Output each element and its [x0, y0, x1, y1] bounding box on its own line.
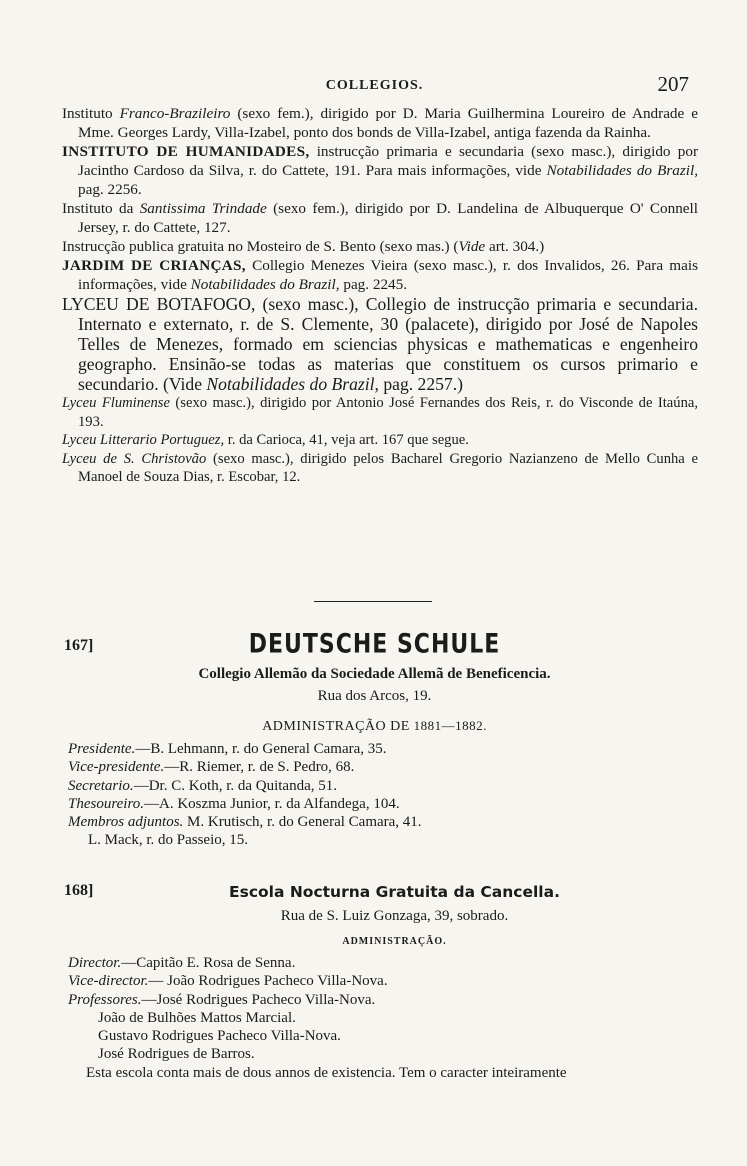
member-role: Professores.: [68, 991, 142, 1008]
deutsche-schule-address: Rua dos Arcos, 19.: [317, 688, 432, 704]
member-role: Membros adjuntos.: [68, 814, 184, 831]
member-row: [68, 740, 698, 758]
entry-text: Collegio Menezes Vieira (sexo masc.), r. dos Invalidos, 26. Para mais informações, vide: [78, 257, 698, 293]
entry-name: Lyceu Litterario Portuguez,: [62, 432, 225, 448]
entry-lead: Instituto: [62, 105, 120, 122]
entry-instruccao-publica: [62, 237, 698, 256]
member-text: —Capitão E. Rosa de Senna.: [121, 955, 296, 971]
entry-name: INSTITUTO DE HUMANIDADES,: [62, 143, 310, 160]
entry-lyceu-christovao: [62, 450, 698, 487]
admin-label: ADMINISTRAÇÃO DE: [262, 719, 410, 734]
member-row: [68, 758, 698, 776]
member-text: —B. Lehmann, r. do General Camara, 35.: [135, 741, 387, 757]
section-divider: [314, 601, 432, 602]
member-row: [68, 991, 698, 1009]
member-text: —José Rodrigues Pacheco Villa-Nova.: [141, 991, 376, 1008]
running-head-title: COLLEGIOS.: [325, 78, 424, 93]
member-role: Vice-presidente.: [68, 759, 165, 776]
entry-tail: pag. 2257.): [378, 374, 463, 394]
escola-title: Escola Nocturna Gratuita da Cancella.: [229, 883, 560, 901]
section-number-167: 167]: [64, 637, 94, 654]
section-number-168: 168]: [64, 882, 94, 899]
entry-ref: Notabilidades do Brazil,: [546, 162, 698, 179]
escola-address: Rua de S. Luiz Gonzaga, 39, sobrado.: [280, 908, 509, 924]
admin-years: 1881—1882.: [413, 718, 487, 733]
entry-lyceu-fluminense: [62, 394, 698, 431]
member-text: M. Krutisch, r. do General Camara, 41.: [183, 814, 422, 831]
deutsche-schule-members: [68, 740, 698, 850]
entry-lyceu-litterario: [62, 431, 698, 450]
escola-members: [68, 954, 698, 1082]
member-text: —Dr. C. Koth, r. da Quitanda, 51.: [133, 777, 338, 794]
entry-franco-brazileiro: [62, 104, 698, 142]
member-role: Presidente.: [68, 741, 136, 757]
deutsche-schule-title-wrap: [60, 629, 689, 660]
entry-name: Lyceu Fluminense: [62, 395, 170, 411]
member-text: — João Rodrigues Pacheco Villa-Nova.: [148, 973, 388, 990]
entry-text: (sexo fem.), dirigido por D. Maria Guilhermina Loureiro de Andrade e Mme. Georges Lardy, Villa-Izabel, ponto dos bonds de Villa-Izabel, antiga fazenda da Rainha.: [78, 105, 698, 141]
entry-lyceu-botafogo: [62, 294, 698, 394]
escola-admin-label: ADMINISTRAÇÃO.: [342, 936, 447, 947]
entry-lead: Instituto da: [62, 200, 140, 217]
entry-text: LYCEU DE BOTAFOGO, (sexo masc.), Collegio de instrucção primaria e secundaria. Internato e externato, r. de S. Clemente, 30 (palacete), dirigido por José de Napoles Telles de Menezes, formado em sciencias physicas e mathematicas e engenheiro geographo. Ensinão-se todas as materias que constituem os cursos primario e secundario. (Vide: [62, 294, 698, 394]
entry-name: Lyceu de S. Christovão: [62, 450, 207, 467]
entry-tail: pag. 2245.: [339, 276, 408, 293]
entry-text: (sexo masc.), dirigido por Antonio José Fernandes dos Reis, r. do Visconde de Itaúna, 193.: [78, 395, 698, 430]
entry-ref: Vide: [458, 238, 486, 255]
entry-text: instrucção primaria e secundaria (sexo masc.), dirigido por Jacintho Cardoso da Silva, r. do Cattete, 191. Para mais informações, vide: [78, 143, 698, 179]
member-role: Director.: [68, 955, 122, 971]
page-number: 207: [657, 72, 689, 96]
collegio-entries: [62, 104, 698, 487]
entry-name: JARDIM DE CRIANÇAS,: [62, 257, 246, 274]
member-text: —A. Koszma Junior, r. da Alfandega, 104.: [143, 795, 400, 812]
entry-text: Instrucção publica gratuita no Mosteiro de S. Bento (sexo mas.) (: [62, 238, 459, 255]
member-role: Vice-director.: [68, 973, 149, 990]
professor-row: João de Bulhões Mattos Marcial.: [98, 1009, 296, 1026]
member-row: [68, 972, 698, 990]
deutsche-schule-title: DEUTSCHE SCHULE: [248, 629, 501, 660]
escola-closing-text: Esta escola conta mais de dous annos de existencia. Tem o caracter inteiramente: [86, 1064, 567, 1081]
member-row: [68, 813, 698, 831]
deutsche-schule-subtitle: Collegio Allemão da Sociedade Allemã de Beneficencia.: [198, 666, 551, 682]
entry-santissima-trindade: [62, 199, 698, 237]
entry-text: (sexo masc.), dirigido pelos Bacharel Gregorio Nazianzeno de Mello Cunha e Manoel de Souza Dias, r. Escobar, 12.: [78, 450, 698, 485]
member-row: [68, 777, 698, 795]
deutsche-schule-admin: [60, 718, 689, 735]
entry-name: Santissima Trindade: [139, 200, 267, 217]
member-text: —R. Riemer, r. de S. Pedro, 68.: [164, 759, 355, 776]
member-continuation: L. Mack, r. do Passeio, 15.: [88, 832, 248, 849]
escola-title-wrap: [60, 883, 689, 902]
entry-name: Franco-Brazileiro: [119, 105, 231, 122]
entry-tail: art. 304.): [485, 238, 545, 255]
entry-text: r. da Carioca, 41, veja art. 167 que segue.: [224, 432, 469, 448]
professor-row: José Rodrigues de Barros.: [98, 1046, 255, 1063]
entry-instituto-humanidades: [62, 142, 698, 199]
entry-ref: Notabilidades do Brazil,: [206, 374, 379, 394]
member-row: [68, 795, 698, 813]
entry-jardim-criancas: [62, 256, 698, 294]
member-role: Thesoureiro.: [68, 795, 144, 812]
member-row: [68, 954, 698, 972]
entry-ref: Notabilidades do Brazil,: [190, 276, 340, 293]
running-head: [60, 72, 689, 96]
professor-row: Gustavo Rodrigues Pacheco Villa-Nova.: [98, 1028, 341, 1045]
entry-tail: pag. 2256.: [78, 181, 142, 198]
entry-text: (sexo fem.), dirigido por D. Landelina de Albuquerque O' Connell Jersey, r. do Cattete, 127.: [78, 200, 698, 236]
member-role: Secretario.: [68, 777, 134, 794]
